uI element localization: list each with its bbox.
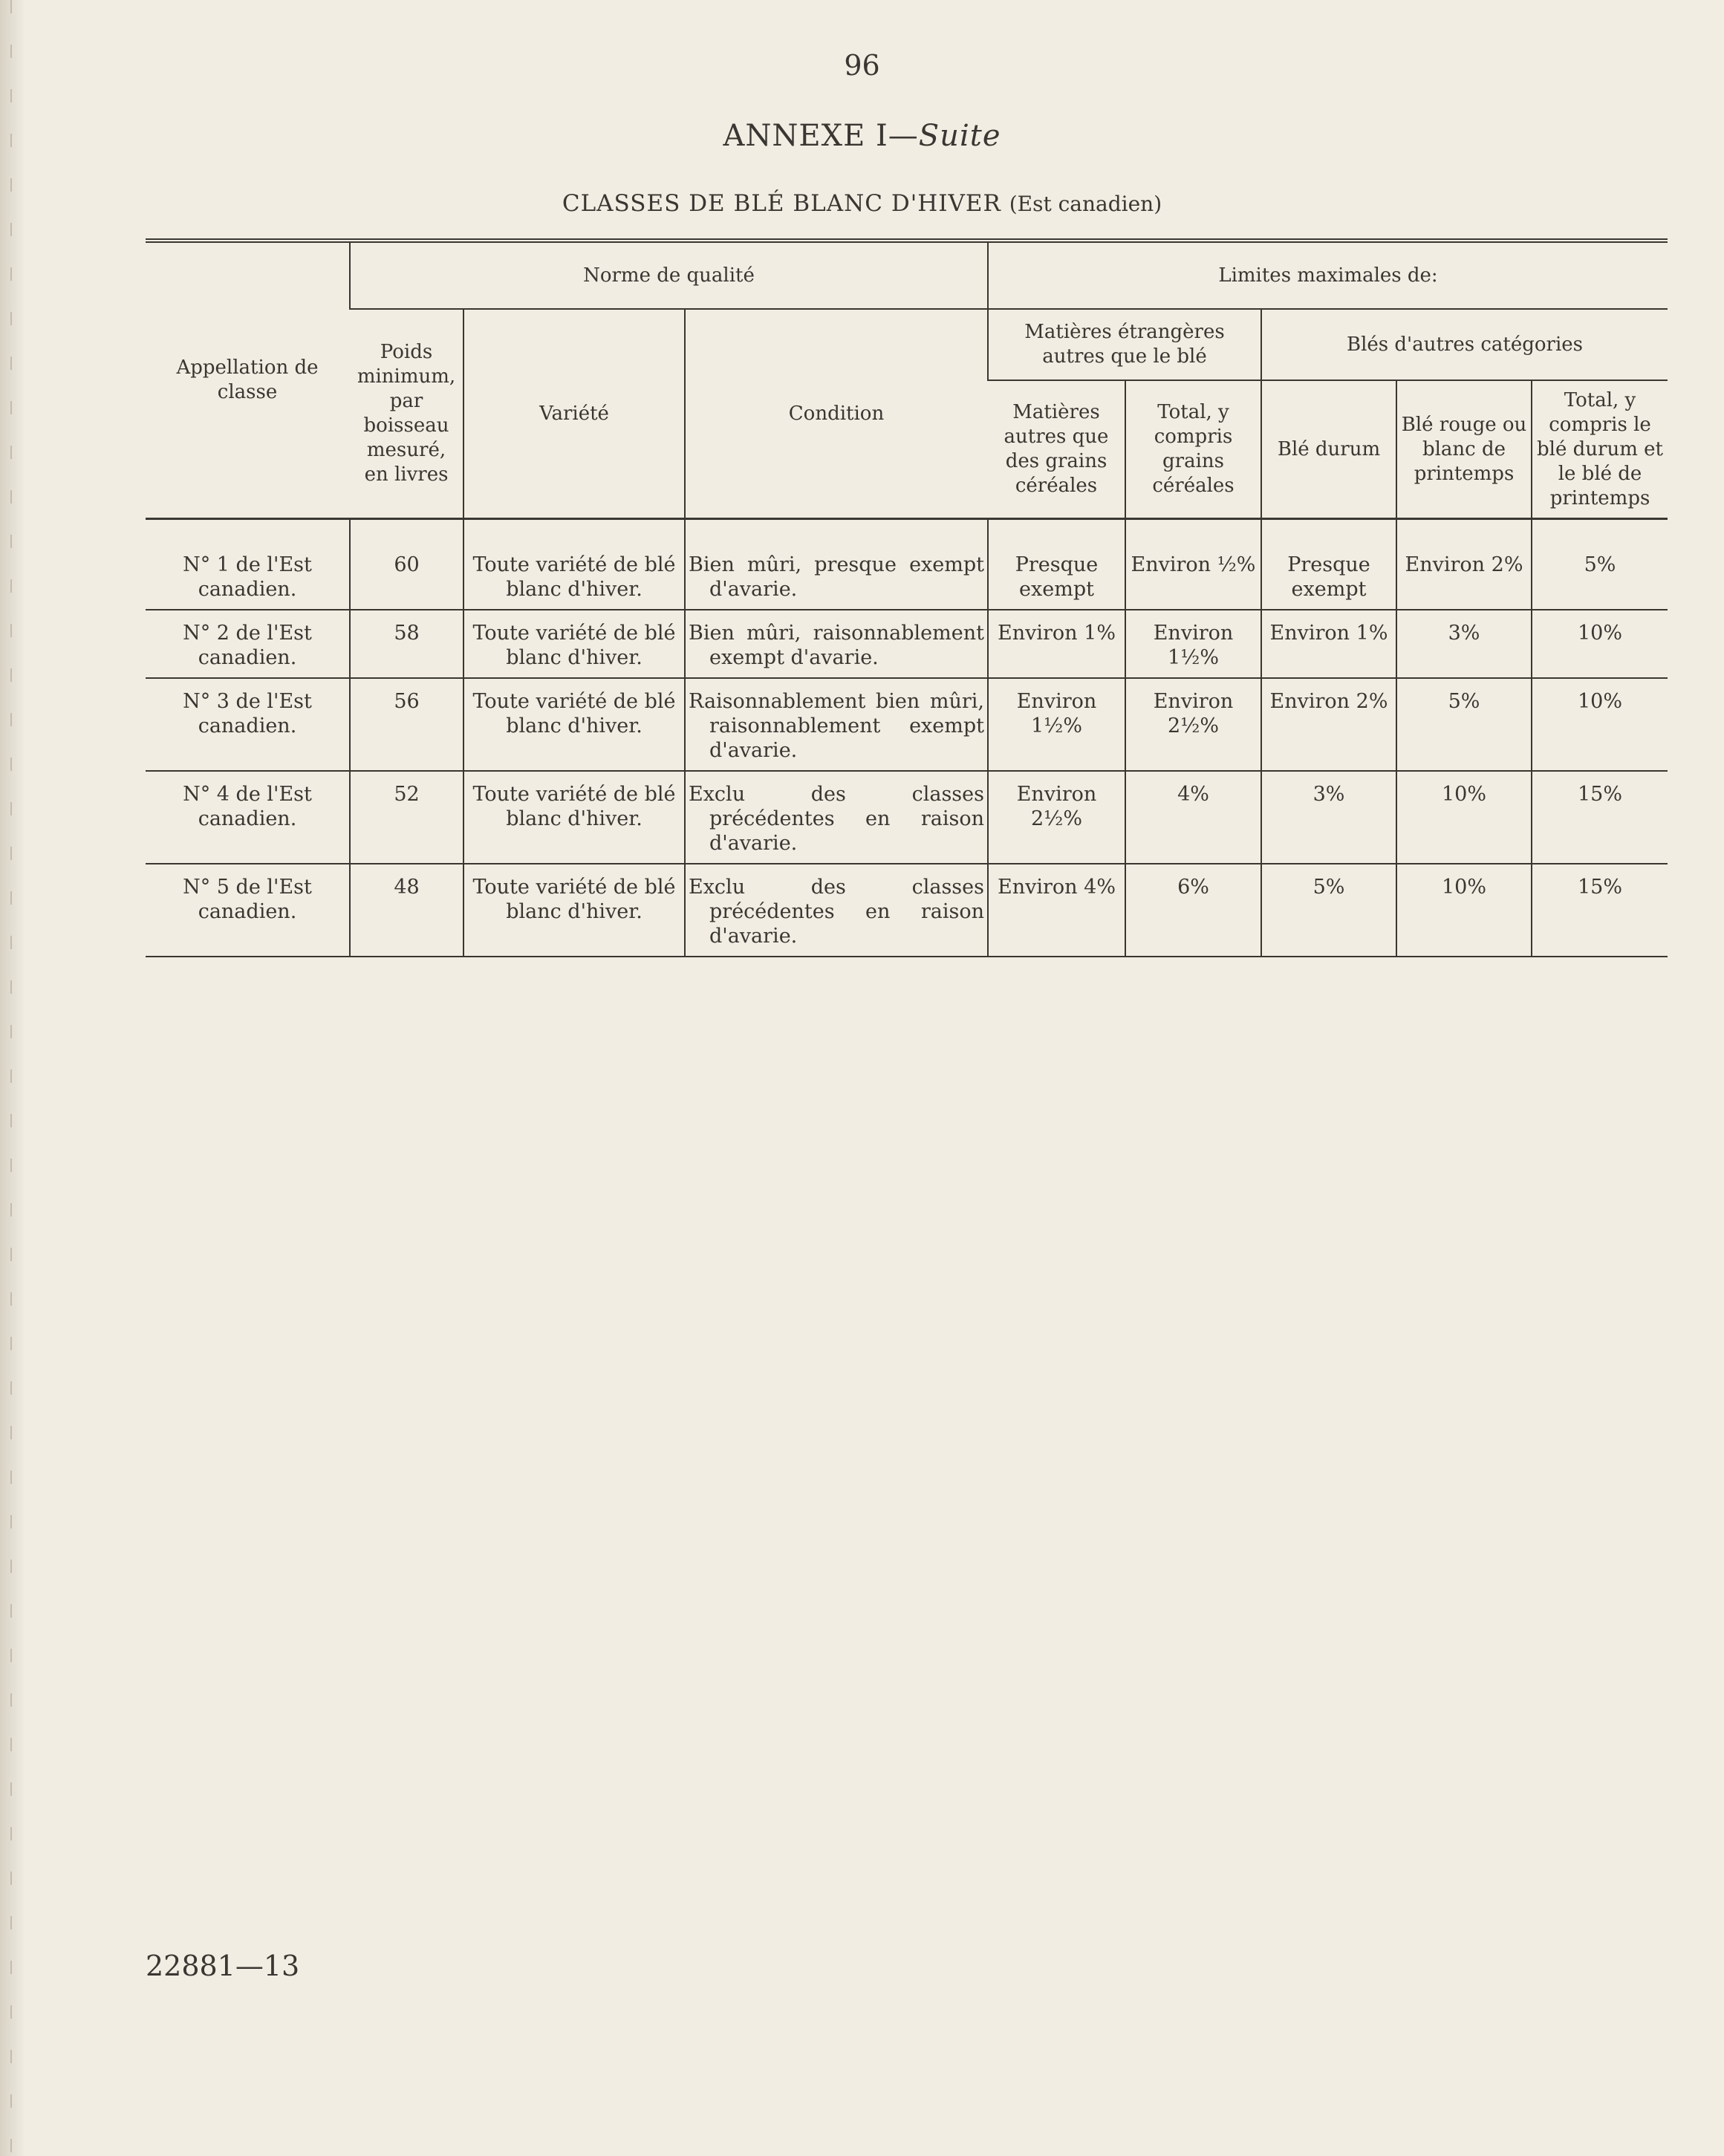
total-other-value: 10% bbox=[1532, 610, 1668, 678]
annex-title bbox=[0, 119, 1724, 153]
grade-name: N° 1 de l'Est canadien. bbox=[146, 519, 350, 610]
grade-variety: Toute variété de blé blanc d'hiver. bbox=[463, 771, 685, 864]
durum-value: Environ 1% bbox=[1261, 610, 1396, 678]
grade-condition-text: Raisonnablement bien mûri, raisonnablement exempt d'avarie. bbox=[689, 690, 984, 762]
header-total-incl-durum-spring: Total, y compris le blé durum et le blé de printemps bbox=[1532, 380, 1668, 519]
grade-weight: 58 bbox=[350, 610, 463, 678]
table-title-main: CLASSES DE BLÉ BLANC D'HIVER bbox=[562, 190, 1001, 217]
foreign-total-value: Environ ½% bbox=[1125, 519, 1261, 610]
grade-name: N° 3 de l'Est canadien. bbox=[146, 678, 350, 771]
header-foreign-material: Matières étrangères autres que le blé bbox=[988, 309, 1261, 380]
grade-condition-text: Exclu des classes précédentes en raison d'avarie. bbox=[689, 783, 984, 855]
foreign-other-value: Environ 1% bbox=[988, 610, 1125, 678]
foreign-other-value: Environ 1½% bbox=[988, 678, 1125, 771]
table-title bbox=[0, 190, 1724, 217]
red-white-spring-value: 5% bbox=[1396, 678, 1532, 771]
red-white-spring-value: 3% bbox=[1396, 610, 1532, 678]
foreign-total-value: Environ 2½% bbox=[1125, 678, 1261, 771]
red-white-spring-value: 10% bbox=[1396, 771, 1532, 864]
grade-name: N° 4 de l'Est canadien. bbox=[146, 771, 350, 864]
header-variety: Variété bbox=[463, 309, 685, 519]
durum-value: 5% bbox=[1261, 864, 1396, 957]
foreign-total-value: 4% bbox=[1125, 771, 1261, 864]
header-matter-other-than-cereal: Matières autres que des grains céréales bbox=[988, 380, 1125, 519]
grade-variety: Toute variété de blé blanc d'hiver. bbox=[463, 678, 685, 771]
table-row bbox=[146, 771, 1668, 864]
red-white-spring-value: 10% bbox=[1396, 864, 1532, 957]
header-max-limits: Limites maximales de: bbox=[988, 241, 1668, 309]
table-row bbox=[146, 678, 1668, 771]
grade-condition bbox=[685, 678, 988, 771]
header-condition: Condition bbox=[685, 309, 988, 519]
grade-variety: Toute variété de blé blanc d'hiver. bbox=[463, 519, 685, 610]
header-red-white-spring: Blé rouge ou blanc de printemps bbox=[1396, 380, 1532, 519]
annex-title-main: ANNEXE I— bbox=[723, 119, 919, 153]
header-quality-standard: Norme de qualité bbox=[350, 241, 988, 309]
foreign-other-value: Presque exempt bbox=[988, 519, 1125, 610]
total-other-value: 5% bbox=[1532, 519, 1668, 610]
grades-table bbox=[146, 238, 1668, 957]
header-min-weight: Poids minimum, par boisseau mesuré, en livres bbox=[350, 309, 463, 519]
page-binding-shadow bbox=[0, 0, 25, 2156]
grade-weight: 56 bbox=[350, 678, 463, 771]
table-row bbox=[146, 519, 1668, 610]
durum-value: 3% bbox=[1261, 771, 1396, 864]
durum-value: Environ 2% bbox=[1261, 678, 1396, 771]
header-grade-name: Appellation de classe bbox=[146, 241, 350, 519]
binding-stitching bbox=[10, 0, 12, 2156]
grade-weight: 48 bbox=[350, 864, 463, 957]
header-other-wheats: Blés d'autres catégories bbox=[1261, 309, 1668, 380]
durum-value: Presque exempt bbox=[1261, 519, 1396, 610]
red-white-spring-value: Environ 2% bbox=[1396, 519, 1532, 610]
table-row bbox=[146, 610, 1668, 678]
table-title-region: (Est canadien) bbox=[1009, 192, 1162, 216]
total-other-value: 15% bbox=[1532, 864, 1668, 957]
header-total-incl-cereal: Total, y compris grains céréales bbox=[1125, 380, 1261, 519]
total-other-value: 15% bbox=[1532, 771, 1668, 864]
foreign-total-value: 6% bbox=[1125, 864, 1261, 957]
grade-condition-text: Bien mûri, raisonnablement exempt d'avarie. bbox=[689, 622, 984, 669]
foreign-total-value: Environ 1½% bbox=[1125, 610, 1261, 678]
table-row bbox=[146, 864, 1668, 957]
annex-title-suffix: Suite bbox=[918, 119, 1001, 153]
grade-weight: 60 bbox=[350, 519, 463, 610]
footer-code: 22881—13 bbox=[146, 1950, 300, 1982]
grade-condition-text: Bien mûri, presque exempt d'avarie. bbox=[689, 553, 984, 601]
grade-name: N° 2 de l'Est canadien. bbox=[146, 610, 350, 678]
page-number: 96 bbox=[844, 49, 880, 82]
grade-variety: Toute variété de blé blanc d'hiver. bbox=[463, 610, 685, 678]
grade-weight: 52 bbox=[350, 771, 463, 864]
grade-name: N° 5 de l'Est canadien. bbox=[146, 864, 350, 957]
foreign-other-value: Environ 2½% bbox=[988, 771, 1125, 864]
foreign-other-value: Environ 4% bbox=[988, 864, 1125, 957]
grade-condition-text: Exclu des classes précédentes en raison d'avarie. bbox=[689, 876, 984, 948]
grade-condition bbox=[685, 771, 988, 864]
grade-condition bbox=[685, 610, 988, 678]
grade-condition bbox=[685, 864, 988, 957]
grade-variety: Toute variété de blé blanc d'hiver. bbox=[463, 864, 685, 957]
grade-condition bbox=[685, 519, 988, 610]
header-durum: Blé durum bbox=[1261, 380, 1396, 519]
total-other-value: 10% bbox=[1532, 678, 1668, 771]
